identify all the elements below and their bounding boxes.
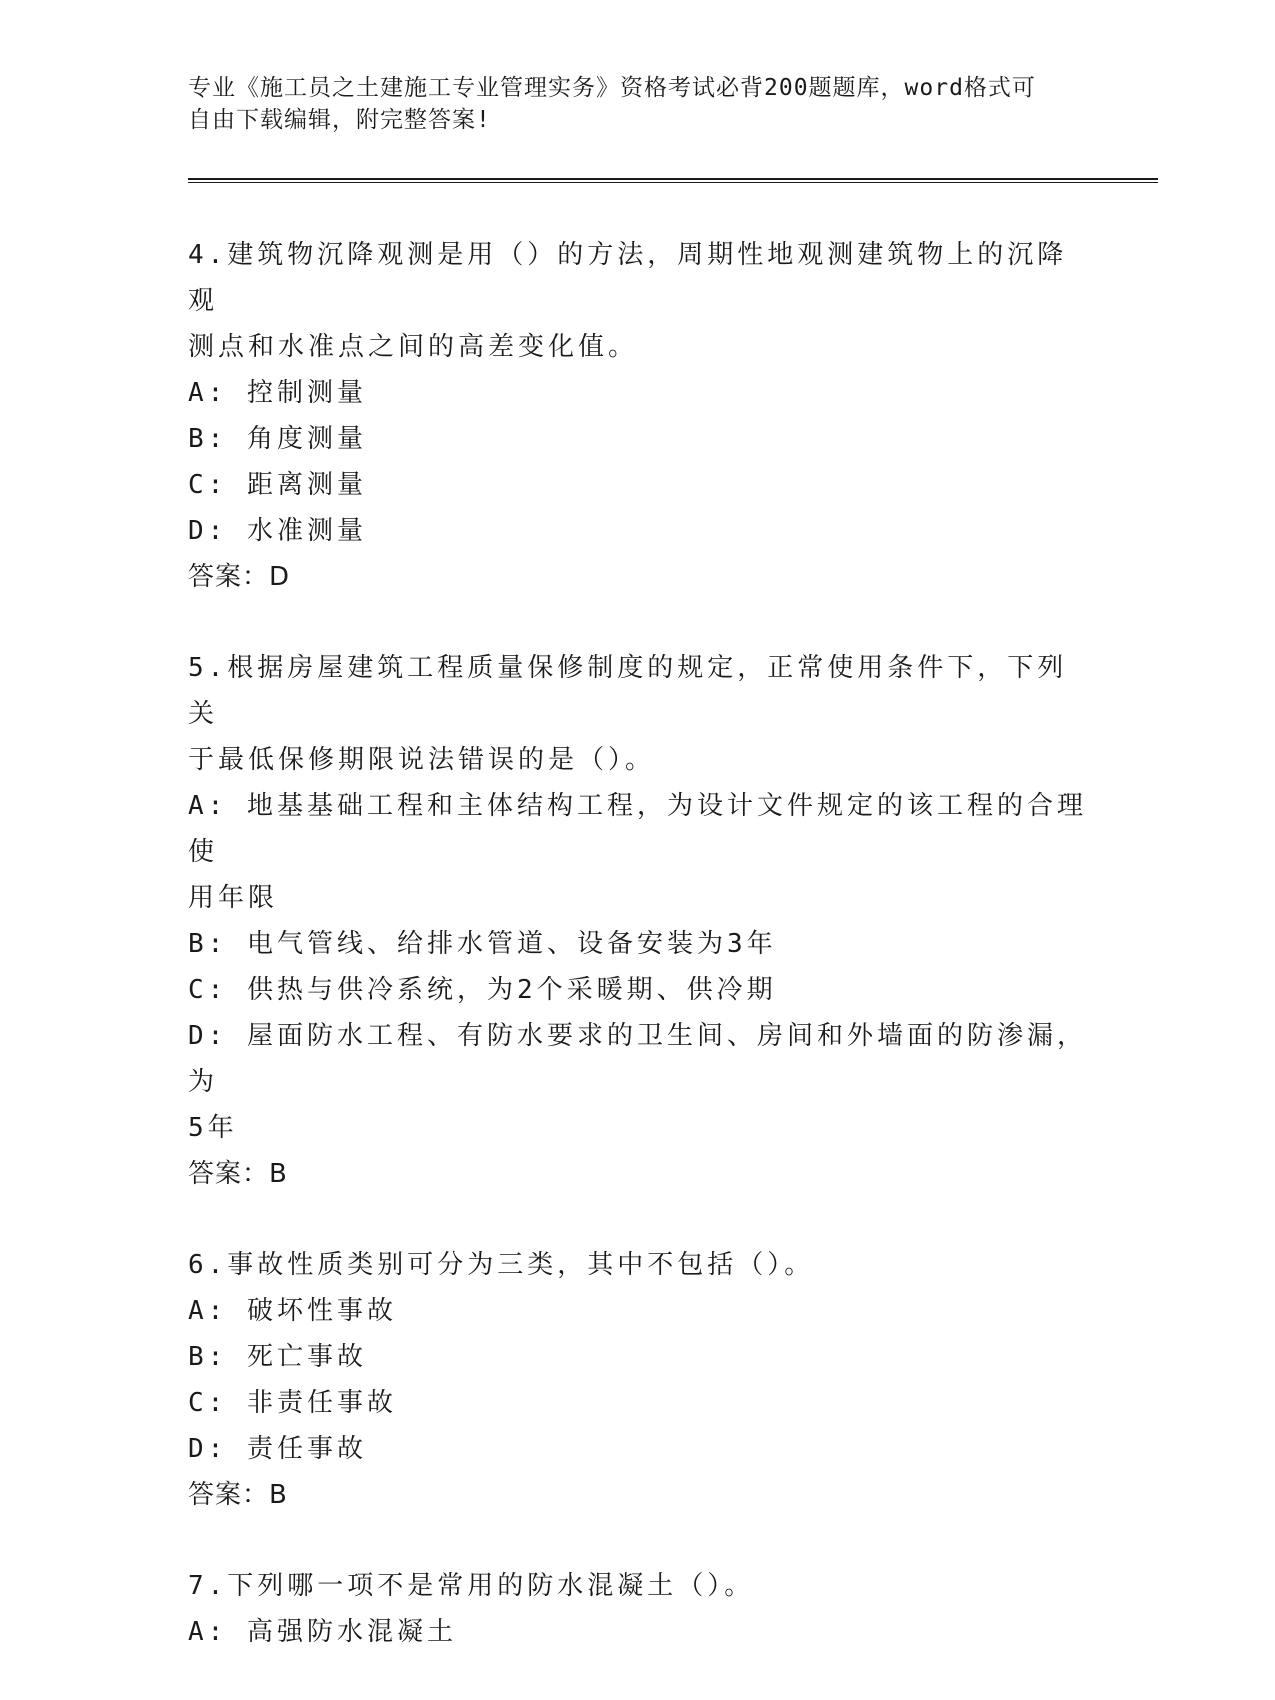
question-6 bbox=[188, 1242, 1088, 1518]
header-line-1: 专业《施工员之土建施工专业管理实务》资格考试必背200题题库，word格式可 bbox=[188, 75, 1036, 101]
question-list bbox=[188, 232, 1088, 1700]
option-a: A: 高强防水混凝土 bbox=[188, 1617, 457, 1647]
option-b: B: 死亡事故 bbox=[188, 1342, 367, 1372]
document-header bbox=[188, 72, 1078, 136]
question-7 bbox=[188, 1563, 1088, 1655]
option-b: B: 角度测量 bbox=[188, 424, 367, 454]
header-line-2: 自由下载编辑，附完整答案! bbox=[188, 107, 491, 133]
answer: 答案：B bbox=[188, 1480, 288, 1510]
option-b: B: 电气管线、给排水管道、设备安装为3年 bbox=[188, 929, 777, 959]
option-a: A: 地基基础工程和主体结构工程，为设计文件规定的该工程的合理使 bbox=[188, 791, 1087, 867]
option-d: D: 责任事故 bbox=[188, 1434, 367, 1464]
question-text-continued: 测点和水准点之间的高差变化值。 bbox=[188, 332, 639, 362]
answer: 答案：D bbox=[188, 562, 291, 592]
option-c: C: 非责任事故 bbox=[188, 1388, 397, 1418]
option-d: D: 水准测量 bbox=[188, 516, 367, 546]
option-d-continued: 5年 bbox=[188, 1113, 238, 1143]
option-a: A: 控制测量 bbox=[188, 378, 367, 408]
option-c: C: 距离测量 bbox=[188, 470, 367, 500]
question-4 bbox=[188, 232, 1088, 600]
option-d: D: 屋面防水工程、有防水要求的卫生间、房间和外墙面的防渗漏，为 bbox=[188, 1021, 1087, 1097]
question-text: 7.下列哪一项不是常用的防水混凝土（）。 bbox=[188, 1571, 755, 1601]
option-a: A: 破坏性事故 bbox=[188, 1296, 397, 1326]
question-text: 6.事故性质类别可分为三类，其中不包括（）。 bbox=[188, 1250, 815, 1280]
option-a-continued: 用年限 bbox=[188, 883, 279, 913]
option-c: C: 供热与供冷系统，为2个采暖期、供冷期 bbox=[188, 975, 777, 1005]
question-5 bbox=[188, 645, 1088, 1197]
answer: 答案：B bbox=[188, 1159, 288, 1189]
question-text: 5.根据房屋建筑工程质量保修制度的规定，正常使用条件下，下列关 bbox=[188, 653, 1068, 729]
divider-thick-line bbox=[188, 178, 1158, 180]
divider-thin-line bbox=[188, 182, 1158, 183]
header-divider bbox=[188, 178, 1158, 184]
question-text: 4.建筑物沉降观测是用（）的方法，周期性地观测建筑物上的沉降观 bbox=[188, 240, 1068, 316]
question-text-continued: 于最低保修期限说法错误的是（）。 bbox=[188, 745, 656, 775]
